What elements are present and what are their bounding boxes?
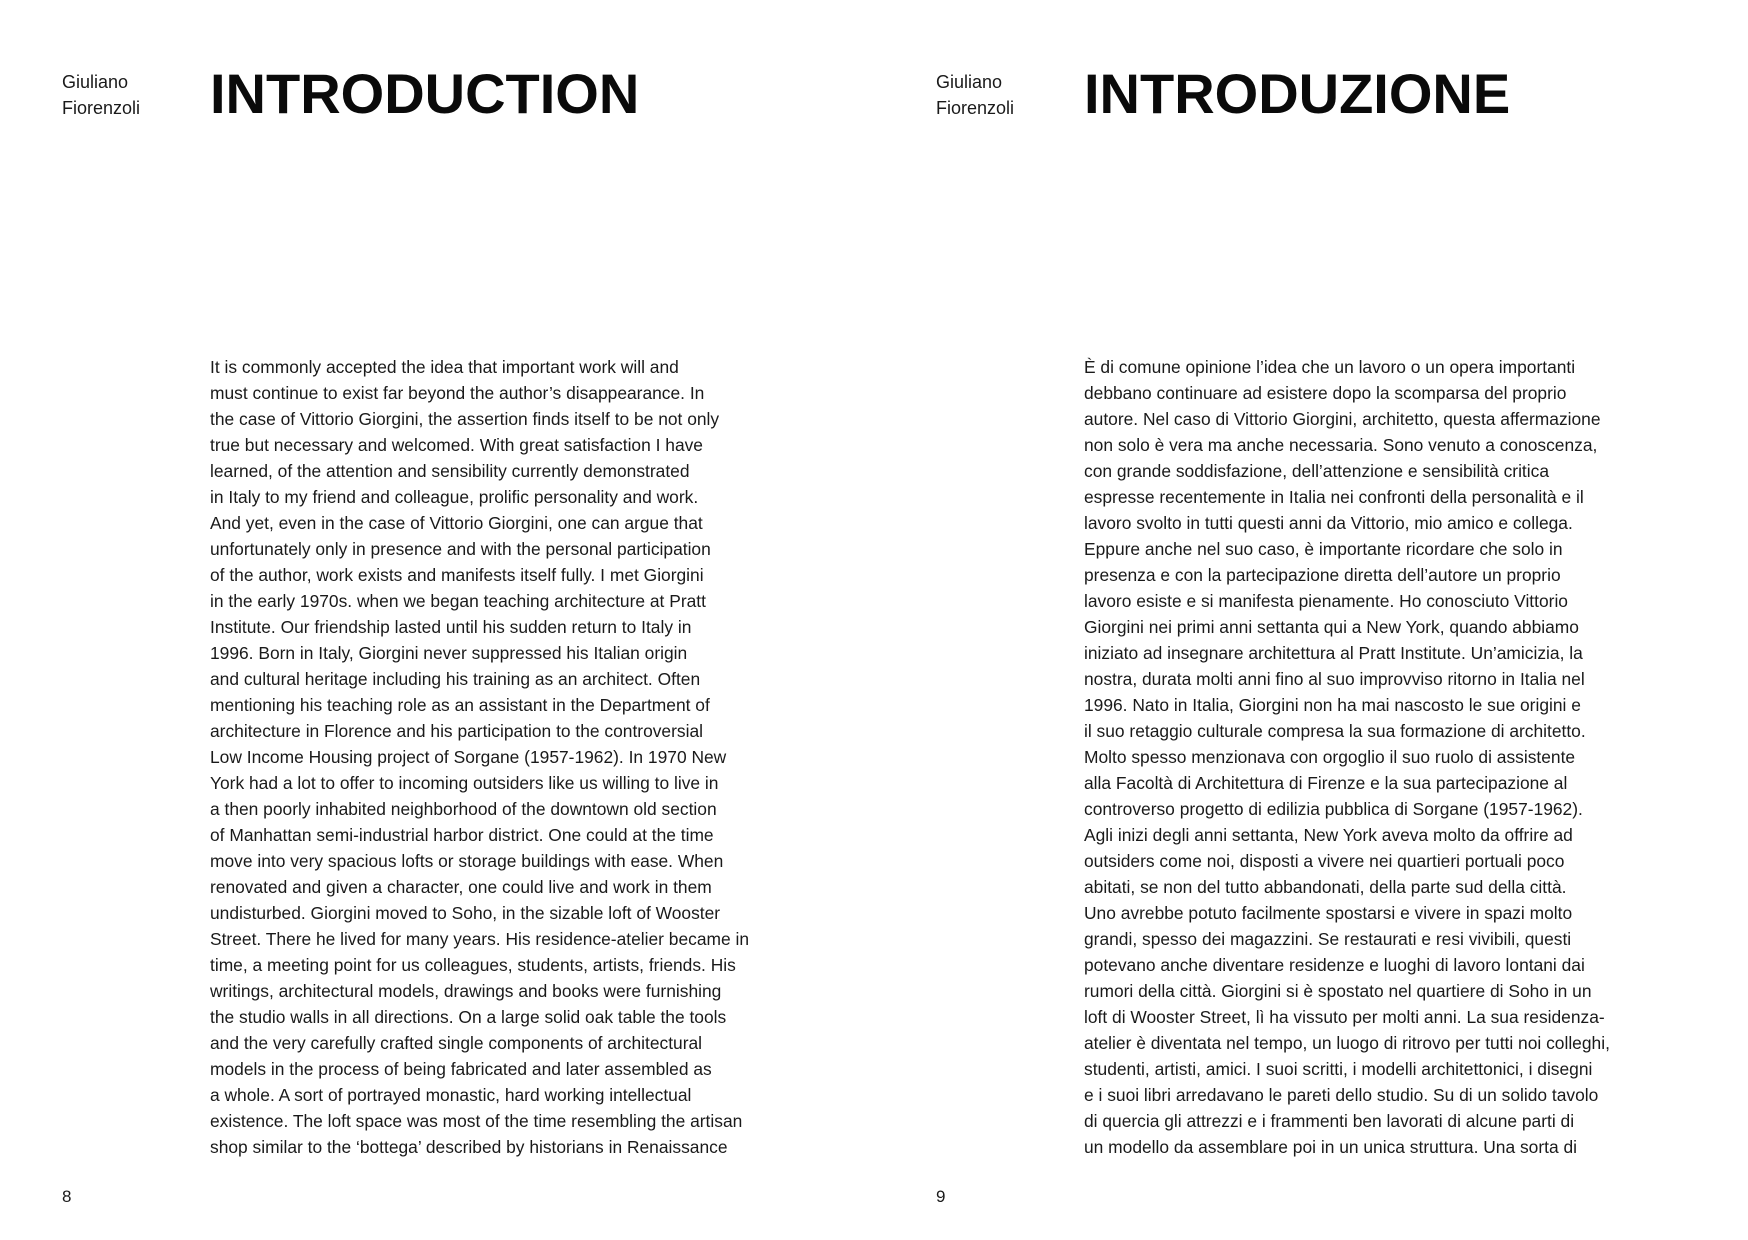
text-line: debbano continuare ad esistere dopo la scomparsa del proprio [1084, 383, 1567, 403]
text-line: grandi, spesso dei magazzini. Se restaurati e resi vivibili, questi [1084, 929, 1572, 949]
text-line: di quercia gli attrezzi e i frammenti ben lavorati di alcune parti di [1084, 1111, 1575, 1131]
text-line: a whole. A sort of portrayed monastic, hard working intellectual [210, 1085, 692, 1105]
text-line: e i suoi libri arredavano le pareti dello studio. Su di un solido tavolo [1084, 1085, 1599, 1105]
text-line: nostra, durata molti anni fino al suo improvviso ritorno in Italia nel [1084, 669, 1585, 689]
author-first-name: Giuliano [62, 72, 129, 92]
author-last-name: Fiorenzoli [936, 98, 1015, 118]
text-line: in the early 1970s. when we began teaching architecture at Pratt [210, 591, 706, 611]
text-line: Molto spesso menzionava con orgoglio il suo ruolo di assistente [1084, 747, 1576, 767]
text-line: and the very carefully crafted single components of architectural [210, 1033, 703, 1053]
text-line: potevano anche diventare residenze e luoghi di lavoro lontani dai [1084, 955, 1585, 975]
text-line: the studio walls in all directions. On a large solid oak table the tools [210, 1007, 727, 1027]
text-line: È di comune opinione l’idea che un lavoro o un opera importanti [1084, 357, 1576, 377]
text-line: non solo è vera ma anche necessaria. Sono venuto a conoscenza, [1084, 435, 1598, 455]
text-line: Agli inizi degli anni settanta, New York aveva molto da offrire ad [1084, 825, 1573, 845]
page-title: INTRODUCTION [210, 62, 640, 125]
text-line: models in the process of being fabricated and later assembled as [210, 1059, 712, 1079]
text-line: writings, architectural models, drawings and books were furnishing [210, 981, 722, 1001]
text-line: autore. Nel caso di Vittorio Giorgini, architetto, questa affermazione [1084, 409, 1601, 429]
text-line: con grande soddisfazione, dell’attenzione e sensibilità critica [1084, 461, 1549, 481]
text-line: Uno avrebbe potuto facilmente spostarsi e vivere in spazi molto [1084, 903, 1573, 923]
text-line: architecture in Florence and his participation to the controversial [210, 721, 703, 741]
text-line: il suo retaggio culturale compresa la sua formazione di architetto. [1084, 721, 1586, 741]
text-line: It is commonly accepted the idea that important work will and [210, 357, 679, 377]
text-line: in Italy to my friend and colleague, prolific personality and work. [210, 487, 699, 507]
text-line: Eppure anche nel suo caso, è importante ricordare che solo in [1084, 539, 1563, 559]
text-line: true but necessary and welcomed. With great satisfaction I have [210, 435, 703, 455]
right-page [874, 0, 1748, 1240]
text-line: time, a meeting point for us colleagues, students, artists, friends. His [210, 955, 736, 975]
text-line: must continue to exist far beyond the author’s disappearance. In [210, 383, 705, 403]
text-line: alla Facoltà di Architettura di Firenze e la sua partecipazione al [1084, 773, 1568, 793]
text-line: mentioning his teaching role as an assistant in the Department of [210, 695, 710, 715]
text-line: Giorgini nei primi anni settanta qui a New York, quando abbiamo [1084, 617, 1579, 637]
text-line: undisturbed. Giorgini moved to Soho, in the sizable loft of Wooster [210, 903, 721, 923]
text-line: loft di Wooster Street, lì ha vissuto per molti anni. La sua residenza- [1084, 1007, 1605, 1027]
text-line: the case of Vittorio Giorgini, the assertion finds itself to be not only [210, 409, 720, 429]
text-line: abitati, se non del tutto abbandonati, della parte sud della città. [1084, 877, 1567, 897]
text-line: iniziato ad insegnare architettura al Pratt Institute. Un’amicizia, la [1084, 643, 1583, 663]
text-line: existence. The loft space was most of the time resembling the artisan [210, 1111, 743, 1131]
text-line: renovated and given a character, one could live and work in them [210, 877, 712, 897]
text-line: learned, of the attention and sensibility currently demonstrated [210, 461, 690, 481]
text-line: un modello da assemblare poi in un unica struttura. Una sorta di [1084, 1137, 1578, 1157]
author-last-name: Fiorenzoli [62, 98, 141, 118]
text-line: York had a lot to offer to incoming outsiders like us willing to live in [210, 773, 719, 793]
author-first-name: Giuliano [936, 72, 1003, 92]
text-line: outsiders come noi, disposti a vivere nei quartieri portuali poco [1084, 851, 1565, 871]
text-line: atelier è diventata nel tempo, un luogo di ritrovo per tutti noi colleghi, [1084, 1033, 1610, 1053]
author-name [936, 69, 1014, 121]
page-number: 9 [936, 1187, 946, 1206]
body-text [210, 354, 749, 1160]
text-line: of Manhattan semi-industrial harbor district. One could at the time [210, 825, 714, 845]
text-line: espresse recentemente in Italia nei confronti della personalità e il [1084, 487, 1584, 507]
body-text [1084, 354, 1610, 1160]
text-line: and cultural heritage including his training as an architect. Often [210, 669, 701, 689]
text-line: And yet, even in the case of Vittorio Giorgini, one can argue that [210, 513, 703, 533]
page-title: INTRODUZIONE [1084, 62, 1511, 125]
text-line: studenti, artisti, amici. I suoi scritti, i modelli architettonici, i disegni [1084, 1059, 1593, 1079]
text-line: a then poorly inhabited neighborhood of the downtown old section [210, 799, 717, 819]
text-line: of the author, work exists and manifests itself fully. I met Giorgini [210, 565, 704, 585]
text-line: move into very spacious lofts or storage buildings with ease. When [210, 851, 724, 871]
text-line: lavoro esiste e si manifesta pienamente. Ho conosciuto Vittorio [1084, 591, 1568, 611]
text-line: unfortunately only in presence and with the personal participation [210, 539, 711, 559]
text-line: 1996. Born in Italy, Giorgini never suppressed his Italian origin [210, 643, 688, 663]
text-line: Street. There he lived for many years. His residence-atelier became in [210, 929, 750, 949]
text-line: Low Income Housing project of Sorgane (1957-1962). In 1970 New [210, 747, 727, 767]
text-line: shop similar to the ‘bottega’ described by historians in Renaissance [210, 1137, 728, 1157]
page-number: 8 [62, 1187, 72, 1206]
author-name [62, 69, 140, 121]
text-line: controverso progetto di edilizia pubblica di Sorgane (1957-1962). [1084, 799, 1583, 819]
text-line: Institute. Our friendship lasted until his sudden return to Italy in [210, 617, 692, 637]
text-line: presenza e con la partecipazione diretta dell’autore un proprio [1084, 565, 1561, 585]
text-line: 1996. Nato in Italia, Giorgini non ha mai nascosto le sue origini e [1084, 695, 1581, 715]
text-line: lavoro svolto in tutti questi anni da Vittorio, mio amico e collega. [1084, 513, 1573, 533]
text-line: rumori della città. Giorgini si è spostato nel quartiere di Soho in un [1084, 981, 1592, 1001]
